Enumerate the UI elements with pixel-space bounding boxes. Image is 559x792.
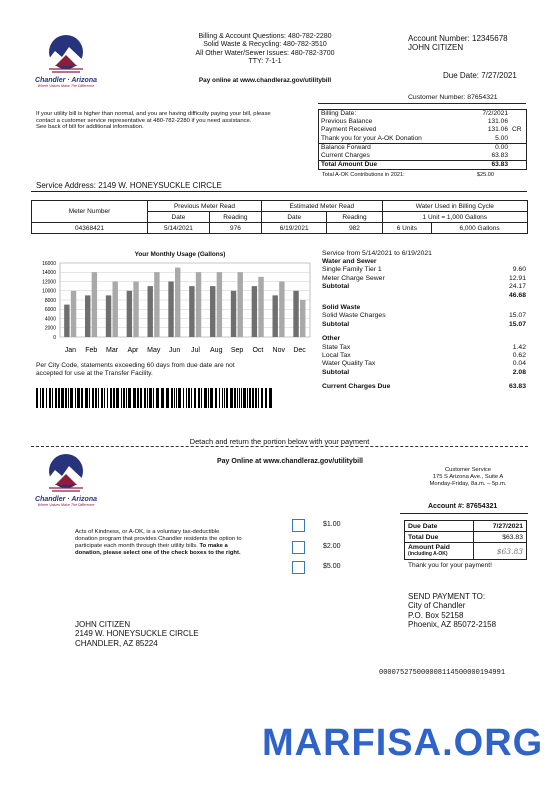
bar xyxy=(189,286,194,337)
total-amount-due-row: Total Amount Due 63.83 xyxy=(321,161,508,169)
service-address: Service Address: 2149 W. HONEYSUCKLE CIRCLE xyxy=(36,181,222,190)
contact-line: Solid Waste & Recycling: 480-782-3510 xyxy=(203,41,327,49)
charge-row: Solid Waste Charges 15.07 xyxy=(322,312,526,320)
x-tick-label: Mar xyxy=(106,347,119,354)
logo-tagline: Where Values Make The Difference xyxy=(37,503,95,507)
logo-text: Chandler · Arizona xyxy=(35,496,97,503)
logo-mark-icon xyxy=(35,33,97,75)
section-title: Water and Sewer xyxy=(322,258,377,265)
address-line: JOHN CITIZEN xyxy=(75,620,131,629)
bar xyxy=(293,291,298,337)
hardship-notice: If your utility bill is higher than normal, and you are having difficulty paying your bill, please contact a customer service representative at 480-782-2280 if you need assistance. See back of bill for additional information. xyxy=(36,111,271,131)
x-tick-label: Feb xyxy=(85,347,98,354)
table-cell: 04368421 xyxy=(32,223,148,234)
meter-number-header: Meter Number xyxy=(32,201,148,223)
bar xyxy=(279,282,284,338)
y-tick-label: 0 xyxy=(53,334,56,341)
charge-row: State Tax 1.42 xyxy=(322,343,526,351)
bar xyxy=(127,291,132,337)
summary-row: Thank you for your A-OK Donation 5.00 xyxy=(319,135,526,144)
remit-line: P.O. Box 52158 xyxy=(408,610,464,620)
bar xyxy=(210,286,215,337)
account-number: Account Number: 12345678 xyxy=(408,34,508,43)
customer-name: JOHN CITIZEN xyxy=(408,43,464,52)
donation-amount: $2.00 xyxy=(323,543,341,550)
bar xyxy=(231,291,236,337)
x-tick-label: Jan xyxy=(64,347,77,354)
table-cell: 982 xyxy=(327,223,382,234)
column-header: Reading xyxy=(327,212,382,223)
logo-text: Chandler · Arizona xyxy=(35,77,97,84)
stub-pay-online-link[interactable]: Pay Online at www.chandleraz.gov/utilitybill xyxy=(217,458,363,465)
donation-checkbox-3[interactable] xyxy=(292,561,305,574)
summary-row: Payment Received 131.06 CR xyxy=(321,126,522,134)
table-row xyxy=(32,223,528,234)
amount-paid-field[interactable]: $63.83 xyxy=(474,543,527,560)
section-title: Solid Waste xyxy=(322,304,361,312)
x-tick-label: Dec xyxy=(293,347,306,354)
x-tick-label: Nov xyxy=(272,347,285,354)
bar xyxy=(92,272,97,337)
barcode xyxy=(36,388,276,408)
account-summary-box xyxy=(318,109,527,170)
cs-address: 175 S Arizona Ave., Suite A xyxy=(432,474,504,480)
bar xyxy=(175,268,180,337)
scanline: 000075275000008114500000194991 xyxy=(379,669,506,677)
contact-line: All Other Water/Sewer Issues: 480-782-3700 xyxy=(195,49,335,57)
y-tick-label: 4000 xyxy=(44,316,56,323)
remit-address xyxy=(408,592,496,630)
column-header: Reading xyxy=(209,212,261,223)
city-code-note: Per City Code, statements exceeding 60 days from due date are not accepted for use at the Transfer Facility. xyxy=(36,362,235,377)
bar xyxy=(85,295,90,337)
y-tick-label: 10000 xyxy=(42,288,56,295)
donation-checkbox-1[interactable] xyxy=(292,519,305,532)
bar xyxy=(258,277,263,337)
remit-line: Phoenix, AZ 85072-2158 xyxy=(408,620,497,630)
stub-account-number: Account #: 87654321 xyxy=(428,503,498,510)
x-tick-label: Aug xyxy=(210,347,223,354)
bar xyxy=(113,282,118,338)
bar xyxy=(64,305,69,337)
contact-lines xyxy=(170,33,360,67)
total-due-row: Total Due $63.83 xyxy=(405,532,527,543)
donation-amount: $1.00 xyxy=(323,521,341,528)
remit-line: City of Chandler xyxy=(408,601,466,611)
donation-checkbox-2[interactable] xyxy=(292,541,305,554)
table-cell: 6/19/2021 xyxy=(261,223,326,234)
charge-row: Single Family Tier 1 9.60 xyxy=(322,266,526,274)
y-tick-label: 6000 xyxy=(44,307,56,314)
subtotal-row: Subtotal 15.07 xyxy=(322,320,526,328)
x-tick-label: Jun xyxy=(168,347,181,354)
column-header: Date xyxy=(148,212,210,223)
thank-you-note: Thank you for your payment! xyxy=(408,562,492,569)
y-tick-label: 2000 xyxy=(44,325,56,332)
previous-read-header: Previous Meter Read xyxy=(148,201,262,212)
bar xyxy=(106,295,111,337)
amount-paid-row: Amount Paid (including A-OK) $63.83 xyxy=(405,543,527,560)
aok-text: Acts of Kindness, or A-OK, is a voluntary tax-deductible donation program that provides Chandler residents the option to participate each month through their utility bills. xyxy=(75,529,242,549)
column-header: Date xyxy=(261,212,326,223)
chart-title: Your Monthly Usage (Gallons) xyxy=(134,251,226,258)
table-cell: 6,000 Gallons xyxy=(432,223,528,234)
due-date-row: Due Date 7/27/2021 xyxy=(405,521,527,532)
summary-row: Current Charges 63.83 xyxy=(319,152,526,161)
pay-online-link[interactable]: Pay online at www.chandleraz.gov/utilitybill xyxy=(198,77,332,84)
section-title: Other xyxy=(322,335,341,343)
donation-amount: $5.00 xyxy=(323,563,341,570)
x-tick-label: Sep xyxy=(230,347,244,354)
bar xyxy=(148,286,153,337)
logo-tagline: Where Values Make The Difference xyxy=(37,84,95,88)
detach-line xyxy=(31,446,528,447)
logo-mark-icon xyxy=(35,452,97,494)
charge-row: Local Tax 0.62 xyxy=(322,352,526,360)
bar xyxy=(238,272,243,337)
service-period: Service from 5/14/2021 to 6/19/2021 xyxy=(322,250,432,257)
bar xyxy=(300,300,305,337)
x-tick-label: Oct xyxy=(252,347,264,354)
bar xyxy=(273,295,278,337)
customer-number: Customer Number: 87654321 xyxy=(408,94,498,101)
bar xyxy=(217,272,222,337)
y-tick-label: 8000 xyxy=(44,297,56,304)
summary-row: Balance Forward 0.00 xyxy=(321,143,508,151)
subtotal-row: Subtotal 2.08 xyxy=(322,368,526,376)
cs-hours: Monday-Friday, 8a.m. – 5p.m. xyxy=(429,481,507,487)
watermark: MARFISA.ORG xyxy=(262,722,544,764)
customer-mailing-address xyxy=(75,620,199,648)
table-cell: 976 xyxy=(209,223,261,234)
bar xyxy=(252,286,257,337)
aok-instruction: To make a donation, please select one of the check boxes to the right. xyxy=(75,542,241,556)
aok-description xyxy=(75,529,243,557)
remit-title: SEND PAYMENT TO: xyxy=(408,592,486,601)
current-charges-row: Current Charges Due 63.83 xyxy=(322,383,526,391)
address-line: 2149 W. HONEYSUCKLE CIRCLE xyxy=(75,629,199,639)
charge-row: Water Quality Tax 0.04 xyxy=(322,360,526,368)
summary-row: Billing Date: 7/2/2021 xyxy=(321,110,508,117)
section-total-row: 46.68 xyxy=(508,291,526,299)
bar xyxy=(154,272,159,337)
address-line: CHANDLER, AZ 85224 xyxy=(75,638,158,648)
table-cell: 6 Units xyxy=(382,223,432,234)
table-cell: 5/14/2021 xyxy=(148,223,210,234)
city-logo xyxy=(35,33,97,93)
unit-note: 1 Unit = 1,000 Gallons xyxy=(382,212,527,223)
stub-city-logo xyxy=(35,452,97,512)
meter-read-table xyxy=(31,200,528,234)
aok-contributions-label: Total A-OK Contributions in 2021: xyxy=(322,172,405,178)
contact-line: Billing & Account Questions: 480-782-2280 xyxy=(198,33,332,40)
water-used-header: Water Used in Billing Cycle xyxy=(382,201,527,212)
customer-service-info xyxy=(408,467,528,488)
subtotal-row: Subtotal 24.17 xyxy=(322,283,526,291)
bar xyxy=(168,282,173,338)
y-tick-label: 16000 xyxy=(42,260,56,267)
monthly-usage-chart xyxy=(32,259,312,361)
x-tick-label: Jul xyxy=(190,347,200,354)
charge-row: Meter Charge Sewer 12.91 xyxy=(322,274,526,282)
cs-title: Customer Service xyxy=(444,467,492,473)
y-tick-label: 14000 xyxy=(42,270,56,277)
bar xyxy=(71,291,76,337)
y-tick-label: 12000 xyxy=(42,279,56,286)
aok-contributions-value: $25.00 xyxy=(476,172,494,178)
bar xyxy=(133,282,138,338)
x-tick-label: May xyxy=(147,347,161,354)
contact-line: TTY: 7-1-1 xyxy=(248,58,282,66)
x-tick-label: Apr xyxy=(127,347,139,354)
summary-row: Previous Balance 131.06 xyxy=(321,118,508,126)
charges-detail xyxy=(322,250,526,392)
payment-box xyxy=(404,520,527,560)
detach-instruction: Detach and return the portion below with your payment xyxy=(189,437,370,446)
due-date: Due Date: 7/27/2021 xyxy=(443,71,517,80)
bar xyxy=(196,272,201,337)
estimated-read-header: Estimated Meter Read xyxy=(261,201,382,212)
